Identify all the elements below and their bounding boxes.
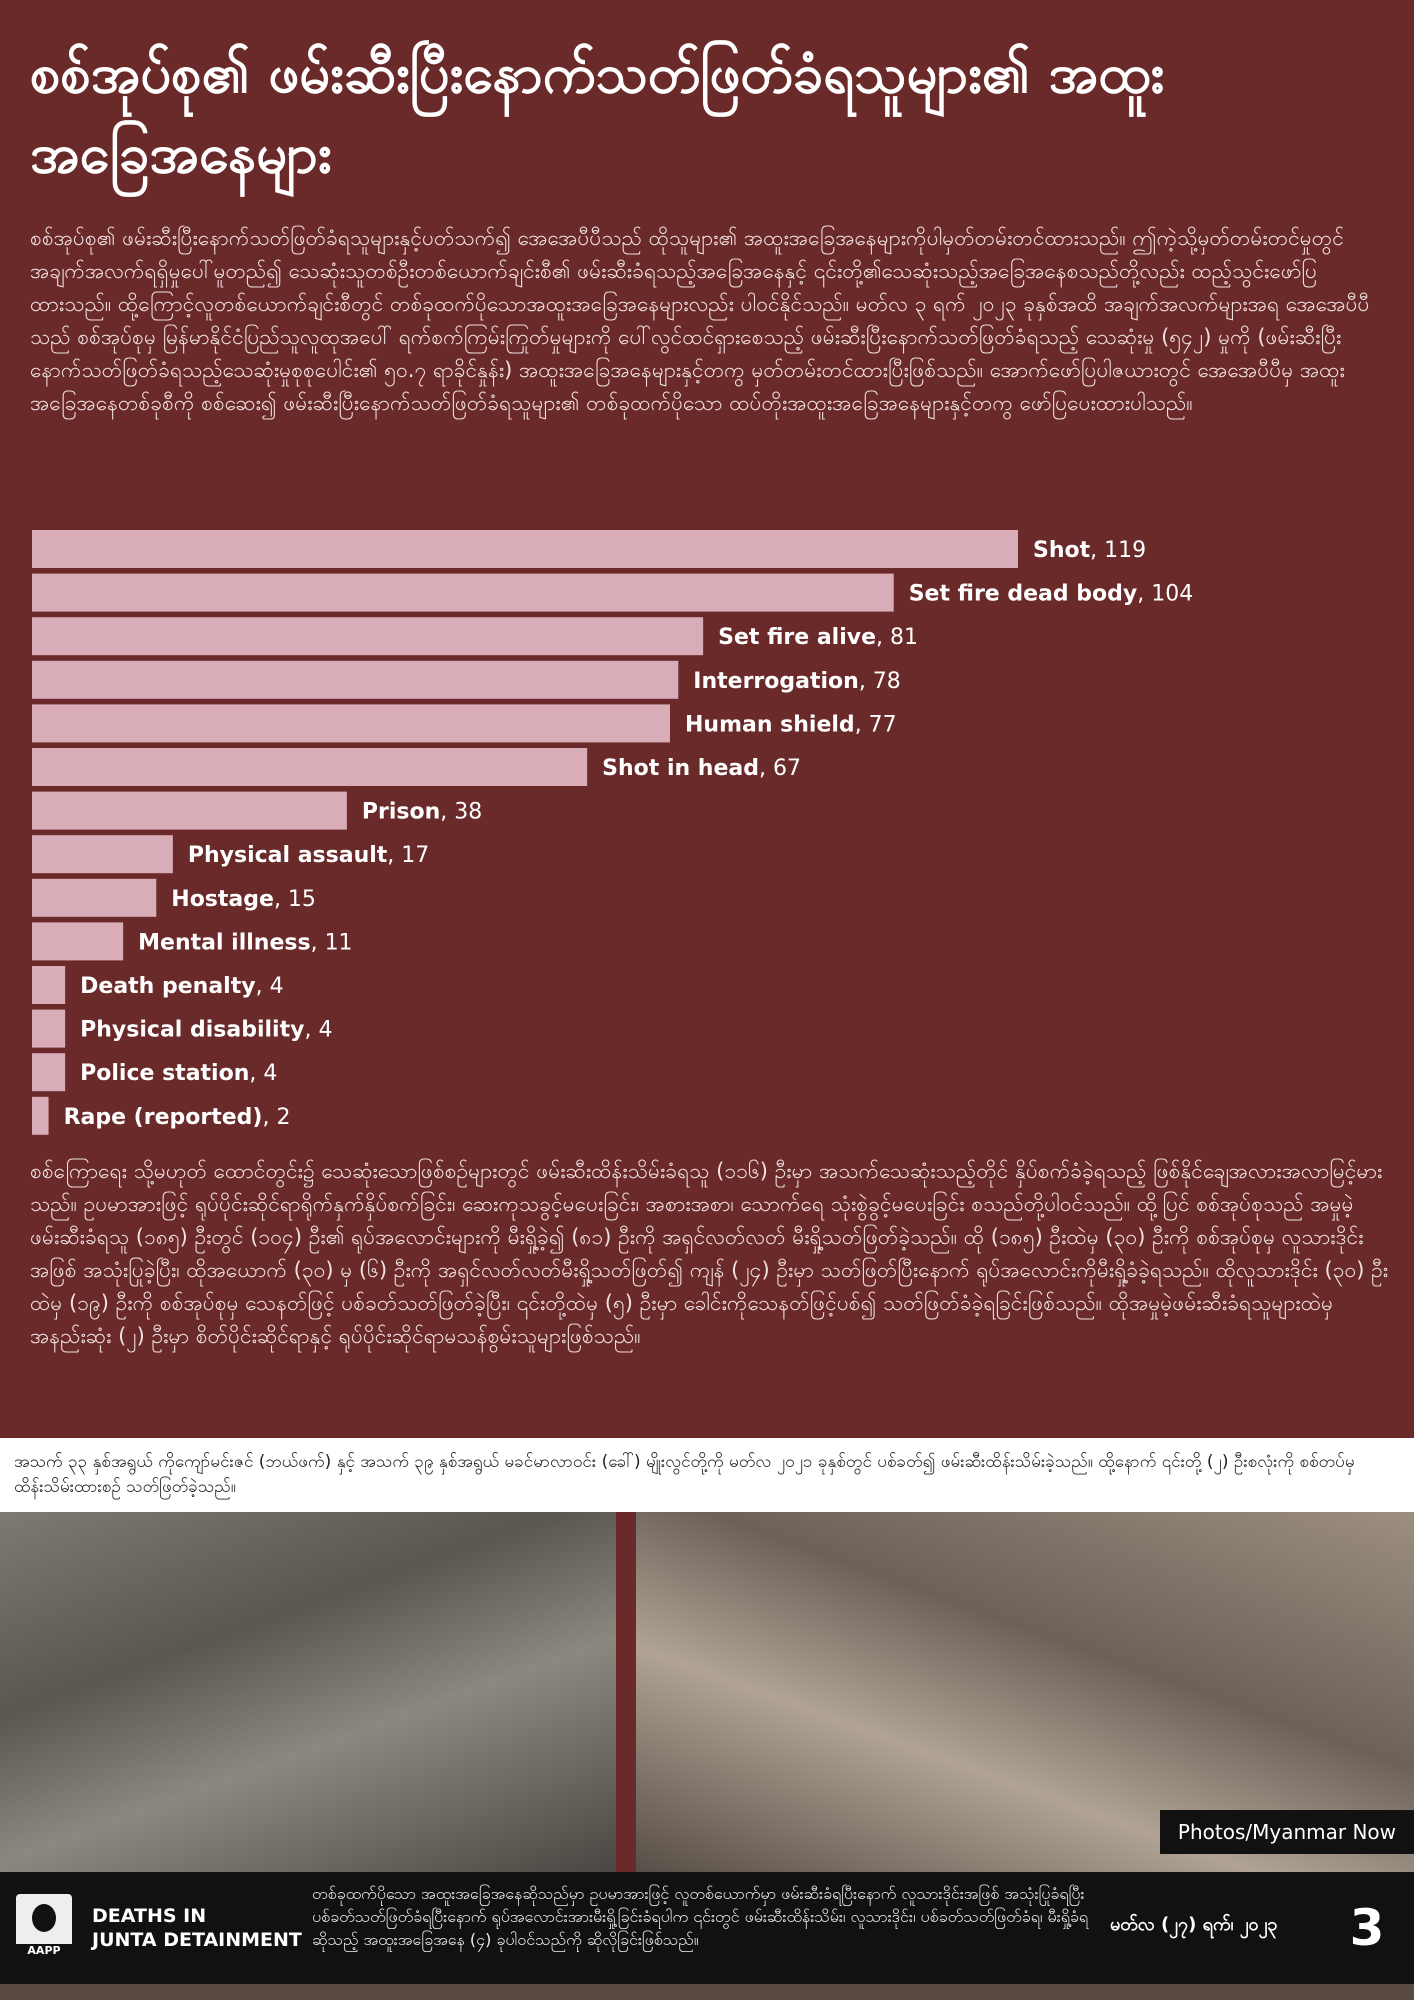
bar-value-label: , 4 [255, 974, 284, 999]
bar-value-label: , 104 [1137, 581, 1194, 607]
bar-value-label: , 38 [440, 799, 483, 825]
bar-label [80, 1061, 277, 1086]
bar-label [602, 756, 801, 781]
bar-category-label: Set fire alive [718, 625, 877, 651]
bar-label [64, 1105, 291, 1130]
bar-category-label: Interrogation [693, 668, 859, 694]
bar-category-label: Shot [1033, 538, 1091, 563]
footer-title [92, 1904, 302, 1952]
bar-prison [32, 792, 347, 830]
bar-police-station [32, 1053, 65, 1091]
bar-category-label: Mental illness [138, 930, 311, 956]
bar-physical-disability [32, 1010, 65, 1048]
bar-label [718, 625, 918, 650]
page-title: စစ်အုပ်စု၏ ဖမ်းဆီးပြီးနောက်သတ်ဖြတ်ခံရသူများ၏ အထူးအခြေအနေများ [30, 42, 1165, 185]
bar-value-label: , 4 [304, 1017, 333, 1043]
analysis-paragraph: စစ်ကြောရေး သို့မဟုတ် ထောင်တွင်း၌ သေဆုံးသောဖြစ်စဉ်များတွင် ဖမ်းဆီးထိန်းသိမ်းခံရသူ (၁၁၆) ဦးမှာ အသက်သေဆုံးသည့်တိုင် နှိပ်စက်ခံခဲ့ရသည့် ဖြစ်နိုင်ချေအလားအလာမြင့်မားသည်။ ဥပမာအားဖြင့် ရုပ်ပိုင်းဆိုင်ရာရိုက်နှက်နှိပ်စက်ခြင်း၊ ဆေးကုသခွင့်မပေးခြင်း၊ အစားအစာ၊ သောက်ရေ သုံးစွဲခွင့်မပေးခြင်း စသည်တို့ပါဝင်သည်။ ထို့ပြင် စစ်အုပ်စုသည် အမှုမဲ့ဖမ်းဆီးခံရသူ (၁၈၅) ဦးတွင် (၁၀၄) ဦး၏ ရုပ်အလောင်းများကို မီးရှို့ခဲ့၍ (၈၁) ဦးကို အရှင်လတ်လတ် မီးရှို့သတ်ဖြတ်ခဲ့သည်။ ထို (၁၈၅) ဦးထဲမှ (၃၀) ဦးကို စစ်အုပ်စုမှ လူသားဒိုင်းအဖြစ် အသုံးပြုခဲ့ပြီး၊ ထိုအယောက် (၃၀) မှ (၆) ဦးကို အရှင်လတ်လတ်မီးရှို့သတ်ဖြတ်၍ ကျန် (၂၄) ဦးမှာ သတ်ဖြတ်ပြီးနောက် ရုပ်အလောင်းကိုမီးရှို့ခံခဲ့ရသည်။ ထိုလူသားဒိုင်း (၃၀) ဦးထဲမှ (၁၉) ဦးကို စစ်အုပ်စုမှ သေနတ်ဖြင့် ပစ်ခတ်သတ်ဖြတ်ခဲ့ပြီး၊ ၎င်းတို့ထဲမှ (၅) ဦးမှာ ခေါင်းကိုသေနတ်ဖြင့်ပစ်၍ သတ်ဖြတ်ခံခဲ့ရခြင်းဖြစ်သည်။ ထိုအမှုမဲ့ဖမ်းဆီးခံရသူများထဲမှ အနည်းဆုံး (၂) ဦးမှာ စိတ်ပိုင်းဆိုင်ရာနှင့် ရုပ်ပိုင်းဆိုင်ရာမသန်စွမ်းသူများဖြစ်သည်။ [30, 1159, 1389, 1348]
bar-category-label: Prison [361, 799, 441, 825]
bar-label [80, 974, 283, 999]
bar-category-label: Physical assault [187, 843, 388, 869]
bar-label [909, 582, 1194, 607]
bar-human-shield [32, 704, 670, 742]
bar-physical-assault [32, 835, 173, 873]
bar-label [188, 843, 429, 868]
footer-title-line2: JUNTA DETAINMENT [92, 1929, 302, 1951]
bar-label [171, 887, 316, 912]
bar-category-label: Police station [80, 1061, 250, 1087]
page-number: 3 [1320, 1872, 1414, 1984]
bar-value-label: , 11 [310, 930, 353, 956]
bottom-photo-strip [0, 1984, 1414, 2000]
bar-label [1033, 538, 1146, 563]
bar-value-label: , 67 [758, 756, 801, 781]
bar-value-label: , 77 [854, 712, 897, 738]
bar-label [693, 669, 901, 694]
aapp-logo-text: AAPP [27, 1944, 61, 1957]
footer-title-line1: DEATHS IN [92, 1905, 207, 1927]
bar-label [80, 1018, 332, 1043]
bar-rape-reported [32, 1097, 49, 1135]
intro-paragraph: စစ်အုပ်စု၏ ဖမ်းဆီးပြီးနောက်သတ်ဖြတ်ခံရသူများနှင့်ပတ်သက်၍ အေအေပီပီသည် ထိုသူများ၏ အထူးအခြေအနေများကိုပါမှတ်တမ်းတင်ထားသည်။ ဤကဲ့သို့မှတ်တမ်းတင်မှုတွင် အချက်အလက်ရရှိမှုပေါ်မူတည်၍ သေဆုံးသူတစ်ဦးတစ်ယောက်ချင်းစီ၏ ဖမ်းဆီးခံရသည့်အခြေအနေနှင့် ၎င်းတို့၏သေဆုံးသည့်အခြေအနေစသည်တို့လည်း ထည့်သွင်းဖော်ပြထားသည်။ ထို့ကြောင့်လူတစ်ယောက်ချင်းစီတွင် တစ်ခုထက်ပိုသောအထူးအခြေအနေများလည်း ပါဝင်နိုင်သည်။ မတ်လ ၃ ရက် ၂၀၂၃ ခုနှစ်အထိ အချက်အလက်များအရ အေအေပီပီသည် စစ်အုပ်စုမှ မြန်မာနိုင်ငံပြည်သူလူထုအပေါ် ရက်စက်ကြမ်းကြုတ်မှုများကို ပေါ်လွင်ထင်ရှားစေသည့် ဖမ်းဆီးပြီးနောက်သတ်ဖြတ်ခံရသည့် သေဆုံးမှု (၅၄၂) မှုကို (ဖမ်းဆီးပြီးနောက်သတ်ဖြတ်ခံရသည့်သေဆုံးမှုစုစုပေါင်း၏ ၅၀.၇ ရာခိုင်နှုန်း) အထူးအခြေအနေများနှင့်တကွ မှတ်တမ်းတင်ထားပြီးဖြစ်သည်။ အောက်ဖော်ပြပါဇယားတွင် အေအေပီပီမှ အထူးအခြေအနေတစ်ခုစီကို စစ်ဆေး၍ ဖမ်းဆီးပြီးနောက်သတ်ဖြတ်ခံရသူများ၏ တစ်ခုထက်ပိုသော ထပ်တိုးအထူးအခြေအနေများနှင့်တကွ ဖော်ပြပေးထားပါသည်။ [30, 226, 1370, 415]
bar-shot-in-head [32, 748, 587, 786]
bar-value-label: , 2 [262, 1104, 291, 1130]
footer [0, 1872, 1320, 1984]
bar-category-label: Set fire dead body [908, 581, 1138, 607]
bar-death-penalty [32, 966, 65, 1004]
bar-value-label: , 4 [249, 1061, 278, 1087]
bar-mental-illness [32, 922, 123, 960]
footer-date: မတ်လ (၂၇) ရက်၊ ၂၀၂၃ [1110, 1914, 1278, 1935]
bar-set-fire-alive [32, 617, 703, 655]
photo-caption: အသက် ၃၃ နှစ်အရွယ် ကိုကျော်မင်းဇင် (ဘယ်ဖက်) နှင့် အသက် ၃၉ နှစ်အရွယ် မခင်မာလာဝင်း (ခေါ်) မျိုးလွင်တို့ကို မတ်လ ၂၀၂၁ ခုနှစ်တွင် ပစ်ခတ်၍ ဖမ်းဆီးထိန်းသိမ်းခဲ့သည်။ ထို့နောက် ၎င်းတို့ (၂) ဦးစလုံးကို စစ်တပ်မှ ထိန်းသိမ်းထားစဉ် သတ်ဖြတ်ခဲ့သည်။ [0, 1438, 1414, 1512]
bar-interrogation [32, 661, 678, 699]
bar-category-label: Rape (reported) [63, 1104, 263, 1130]
bar-value-label: , 119 [1090, 538, 1147, 563]
bar-value-label: , 81 [876, 625, 919, 651]
bar-category-label: Death penalty [80, 974, 256, 999]
bar-shot [32, 530, 1018, 568]
aapp-logo [16, 1894, 72, 1960]
bar-category-label: Human shield [685, 712, 855, 738]
bar-hostage [32, 879, 156, 917]
bar-value-label: , 15 [273, 886, 316, 912]
bar-label [138, 930, 352, 955]
bar-label [685, 712, 897, 737]
bar-category-label: Hostage [171, 886, 274, 912]
photo-funeral-left [0, 1512, 616, 1872]
bar-category-label: Shot in head [602, 756, 759, 781]
bar-value-label: , 17 [387, 843, 430, 869]
footer-note: တစ်ခုထက်ပိုသော အထူးအခြေအနေဆိုသည်မှာ ဥပမာအားဖြင့် လူတစ်ယောက်မှာ ဖမ်းဆီးခံရပြီးနောက် လူသားဒိုင်းအဖြစ် အသုံးပြုခံရပြီး ပစ်ခတ်သတ်ဖြတ်ခံရပြီးနောက် ရုပ်အလောင်းအားမီးရှို့ခြင်းခံရပါက ၎င်းတွင် ဖမ်းဆီးထိန်းသိမ်း၊ လူသားဒိုင်း၊ ပစ်ခတ်သတ်ဖြတ်ခံရ၊ မီးရှို့ခံရဆိုသည့် အထူးအခြေအနေ (၄) ခုပါဝင်သည်ကို ဆိုလိုခြင်းဖြစ်သည်။ [312, 1884, 1089, 1949]
bar-category-label: Physical disability [80, 1017, 305, 1043]
aapp-logo-icon [16, 1894, 72, 1944]
photo-credit: Photos/Myanmar Now [1160, 1810, 1414, 1854]
bar-label [362, 800, 482, 825]
bar-chart [0, 520, 1414, 1140]
bar-value-label: , 78 [858, 668, 901, 694]
bar-set-fire-dead-body [32, 574, 894, 612]
